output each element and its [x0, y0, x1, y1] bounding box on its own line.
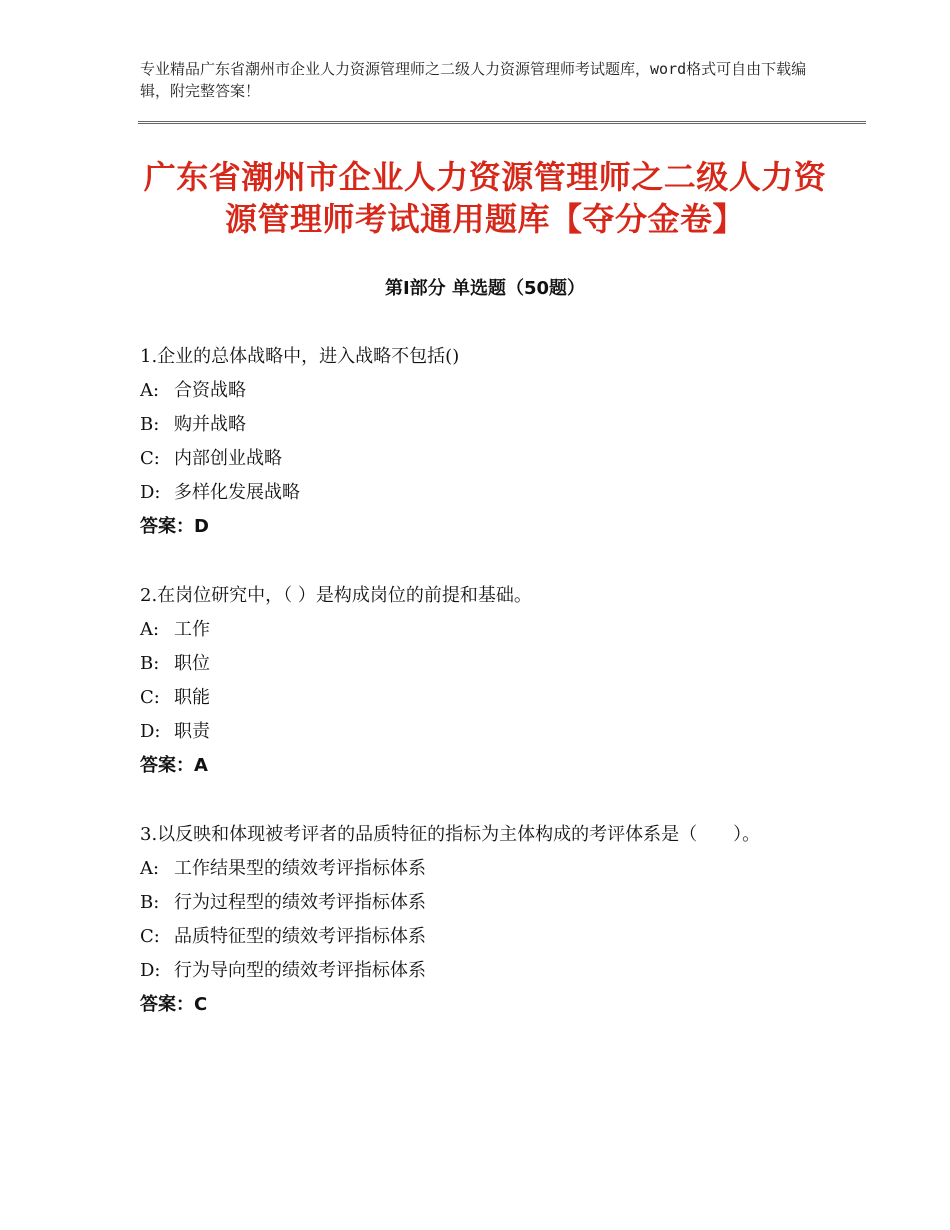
header-note: 专业精品广东省潮州市企业人力资源管理师之二级人力资源管理师考试题库，word格式可自由下载编辑，附完整答案！ [140, 60, 807, 100]
option-text: 职能 [174, 687, 210, 708]
option-key: B: [140, 892, 160, 913]
option-b [140, 888, 830, 918]
question-stem: 1.企业的总体战略中，进入战略不包括() [140, 346, 460, 367]
option-a [140, 854, 830, 884]
option-d [140, 478, 830, 508]
option-b [140, 649, 830, 679]
option-key: D: [140, 960, 161, 981]
option-key: C: [140, 448, 160, 469]
option-key: A: [140, 619, 160, 640]
answer-line: 答案：D [140, 516, 209, 537]
option-a [140, 376, 830, 406]
option-d [140, 717, 830, 747]
question-2 [140, 581, 830, 781]
question-stem: 3.以反映和体现被考评者的品质特征的指标为主体构成的考评体系是（ ）。 [140, 824, 761, 845]
answer-line: 答案：A [140, 755, 208, 776]
option-b [140, 410, 830, 440]
question-3 [140, 820, 830, 1020]
option-c [140, 683, 830, 713]
option-key: C: [140, 687, 160, 708]
option-text: 购并战略 [174, 414, 246, 435]
option-text: 行为导向型的绩效考评指标体系 [174, 960, 426, 981]
option-key: B: [140, 414, 160, 435]
option-text: 合资战略 [174, 380, 246, 401]
option-key: B: [140, 653, 160, 674]
option-text: 职责 [174, 721, 210, 742]
option-d [140, 956, 830, 986]
option-c [140, 922, 830, 952]
option-text: 职位 [174, 653, 210, 674]
answer-line: 答案：C [140, 994, 208, 1015]
option-key: A: [140, 380, 160, 401]
option-key: C: [140, 926, 160, 947]
document-title: 广东省潮州市企业人力资源管理师之二级人力资源管理师考试通用题库【夺分金卷】 [143, 158, 827, 238]
option-text: 品质特征型的绩效考评指标体系 [174, 926, 426, 947]
header-divider [138, 121, 866, 124]
option-text: 内部创业战略 [174, 448, 282, 469]
option-key: D: [140, 482, 161, 503]
question-1 [140, 342, 830, 542]
option-c [140, 444, 830, 474]
option-text: 多样化发展战略 [174, 482, 300, 503]
question-stem: 2.在岗位研究中，（ ）是构成岗位的前提和基础。 [140, 585, 532, 606]
section-heading: 第Ⅰ部分 单选题（50题） [384, 278, 585, 299]
option-key: D: [140, 721, 161, 742]
option-a [140, 615, 830, 645]
option-key: A: [140, 858, 160, 879]
option-text: 工作 [174, 619, 210, 640]
option-text: 行为过程型的绩效考评指标体系 [174, 892, 426, 913]
option-text: 工作结果型的绩效考评指标体系 [174, 858, 426, 879]
